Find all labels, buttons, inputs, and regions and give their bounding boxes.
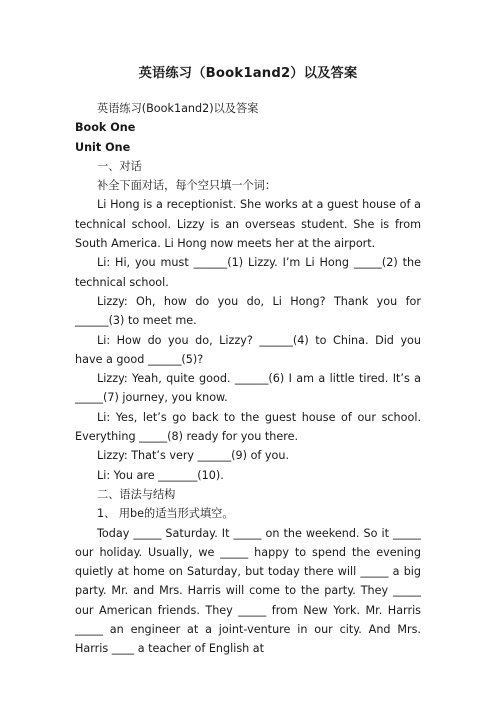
dialogue-line: Li: How do you do, Lizzy? ______(4) to China. Did you have a good ______(5)? [75,333,421,366]
dialogue-line: Lizzy: Yeah, quite good. ______(6) I am a little tired. It’s a _____(7) journey, you know. [75,372,421,405]
exercise-subheading: 1、 用be的适当形式填空。 [97,507,234,521]
exercise-passage: Today _____ Saturday. It _____ on the weekend. So it _____ our holiday. Usually, we _____ happy to spend the evening quietly at home on Saturday, but today there will _____ a big party. Mr. and Mrs. Harris will come to the party. They _____ our American friends. They _____ from New York. Mr. Harris _____ an engineer at a joint-venture in our city. And Mrs. Harris ____ a teacher of English at [75,526,421,656]
unit-heading: Unit One [75,140,131,154]
section-heading-grammar: 二、语法与结构 [97,487,176,501]
dialogue-intro: Li Hong is a receptionist. She works at a guest house of a technical school. Lizzy is an overseas student. She is from South America. Li Hong now meets her at the airport. [75,198,421,251]
dialogue-line: Li: You are _______(10). [97,468,224,482]
section-heading-dialogue: 一、对话 [97,159,142,173]
dialogue-line: Li: Hi, you must ______(1) Lizzy. I’m Li Hong _____(2) the technical school. [75,256,421,289]
dialogue-line: Lizzy: Oh, how do you do, Li Hong? Thank you for ______(3) to meet me. [75,294,421,328]
dialogue-line: Lizzy: That’s very ______(9) of you. [97,449,290,463]
document-subtitle: 英语练习(Book1and2)以及答案 [97,102,259,115]
dialogue-line: Li: Yes, let’s go back to the guest house of our school. Everything _____(8) ready for you there. [75,410,421,444]
document-title: 英语练习（Book1and2）以及答案 [138,66,358,81]
section-instruction: 补全下面对话，每个空只填一个词： [97,179,277,193]
book-heading: Book One [75,121,136,135]
